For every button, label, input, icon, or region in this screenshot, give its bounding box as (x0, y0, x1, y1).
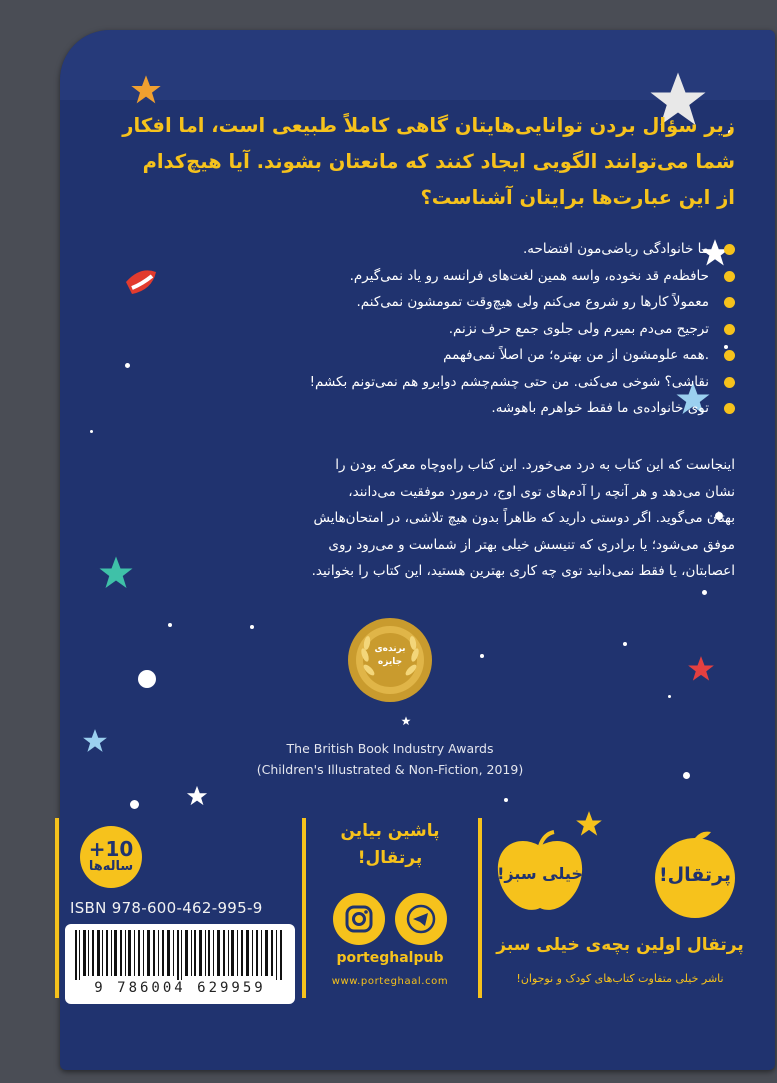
statement-list (95, 236, 735, 422)
dot (668, 695, 671, 698)
dot (130, 800, 139, 809)
telegram-icon (406, 904, 436, 934)
award-medal (345, 615, 435, 705)
list-item: نقاشی؟ شوخی می‌کنی. من حتی چشم‌چشم دوابرو هم نمی‌تونم بکشم! (95, 369, 735, 396)
award-category: (Children's Illustrated & Non-Fiction, 2019) (256, 762, 524, 777)
series-logo-text: خیلی سبز! (497, 864, 583, 883)
age-value: +10 (88, 837, 134, 861)
list-item: .همه علومشون از من بهتره؛ من اصلاً نمی‌فهمم (95, 342, 735, 369)
orange-star-icon (130, 74, 162, 106)
divider (302, 818, 306, 998)
website-link[interactable]: www.porteghaal.com (331, 976, 449, 987)
dot (480, 654, 484, 658)
teal-star-icon (98, 555, 134, 591)
paragraph-line: بهتان می‌گوید. اگر دوستی دارید که ظاهراً بدون هیچ تلاشی، در امتحان‌هایش (313, 510, 735, 526)
red-star-icon (687, 655, 715, 683)
white-star-icon (186, 785, 208, 807)
list-item: ترجیح می‌دم بمیرم ولی جلوی جمع حرف نزنم. (95, 316, 735, 343)
dot (683, 772, 690, 779)
paragraph-line: اعصابتان، یا فقط نمی‌دانید توی چه کاری بهترین هستید، این کتاب را بخوانید. (311, 563, 735, 579)
award-caption (230, 738, 550, 780)
small-star-icon (401, 716, 411, 726)
dot (702, 590, 707, 595)
series-logo (490, 830, 590, 920)
telegram-button[interactable] (395, 893, 447, 945)
intro-line: شما می‌توانند الگویی ایجاد کنند که مانعتان بشوند. آیا هیچ‌کدام (142, 150, 735, 173)
dot (250, 625, 254, 629)
publisher-logo-text: پرتقال! (658, 864, 732, 886)
intro-text (115, 108, 735, 216)
barcode-digits: 9 786004 629959 (94, 980, 266, 996)
divider (478, 818, 482, 998)
intro-line: زیر سؤال بردن توانایی‌هایتان گاهی کاملاً طبیعی است، اما افکار (122, 114, 735, 137)
instagram-icon (344, 904, 374, 934)
description-paragraph (155, 452, 735, 585)
list-item: توی خانواده‌ی ما فقط خواهرم باهوشه. (95, 395, 735, 422)
publisher-logo (645, 830, 745, 920)
award-name: The British Book Industry Awards (286, 741, 494, 756)
age-unit: ساله‌ها (88, 859, 134, 874)
social-handle[interactable]: porteghalpub (336, 950, 444, 966)
isbn-text: ISBN 978-600-462-995-9 (70, 899, 263, 917)
follow-line: پرتقال! (357, 848, 423, 868)
follow-line: پاشین بیاین (340, 821, 440, 841)
dot (138, 670, 156, 688)
list-item: معمولاً کارها رو شروع می‌کنم ولی هیچ‌وقت تمومشون نمی‌کنم. (95, 289, 735, 316)
medal-label: برنده‌ی جایزه (374, 644, 406, 667)
paragraph-line: اینجاست که این کتاب به درد می‌خورد. این کتاب راه‌وچاه معرکه بودن را (335, 457, 735, 473)
dot (90, 430, 93, 433)
age-badge (80, 826, 142, 888)
list-item: ما خانوادگی ریاضی‌مون افتضاحه. (95, 236, 735, 263)
dot (504, 798, 508, 802)
list-item: حافظه‌م قد نخوده، واسه همین لغت‌های فرانسه رو یاد نمی‌گیرم. (95, 263, 735, 290)
paragraph-line: موفق می‌شود؛ یا برادری که تنیسش خیلی بهتر از شماست و می‌رود روی (328, 536, 735, 553)
barcode (65, 924, 295, 1004)
intro-line: از این عبارت‌ها برایتان آشناست؟ (420, 186, 735, 209)
paragraph-line: نشان می‌دهد و هر آنچه را آدم‌های توی اوج، درمورد موفقیت می‌دانند، (348, 483, 735, 500)
publisher-subline: ناشر خیلی متفاوت کتاب‌های کودک و نوجوان! (516, 972, 724, 985)
barcode-bars (73, 930, 287, 980)
follow-us (315, 818, 465, 872)
dot (623, 642, 627, 646)
instagram-button[interactable] (333, 893, 385, 945)
publisher-tagline: پرتقال اولین بچه‌ی خیلی سبز (496, 935, 744, 955)
dot (168, 623, 172, 627)
divider (55, 818, 59, 998)
lightblue-star-icon (82, 728, 108, 754)
